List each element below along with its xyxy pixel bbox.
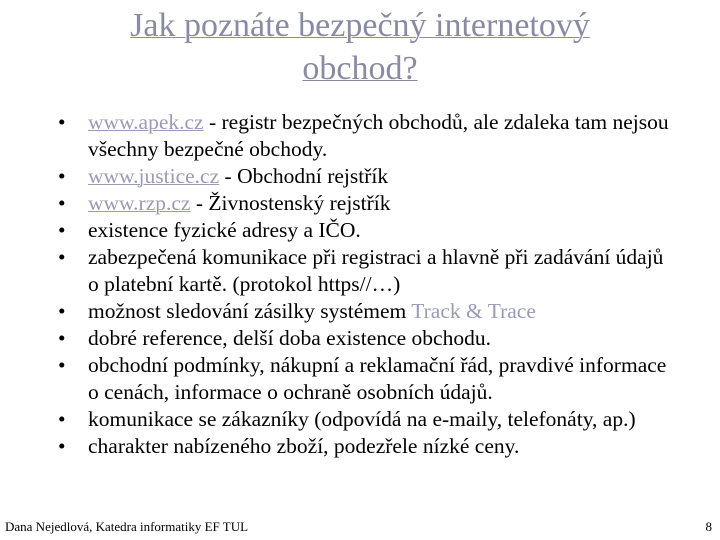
bullet-marker: •	[58, 191, 66, 215]
list-item-text: - Živnostenský rejstřík	[190, 191, 391, 215]
list-item	[58, 190, 678, 217]
list-item-text: charakter nabízeného zboží, podezřele nízké ceny.	[88, 434, 520, 458]
list-item-text: dobré reference, delší doba existence obchodu.	[88, 326, 491, 350]
list-item-text: - registr bezpečných obchodů, ale zdaleka tam nejsou všechny bezpečné obchody.	[88, 110, 669, 161]
list-item	[58, 433, 678, 460]
slide-title-line-1: Jak poznáte bezpečný internetový	[130, 7, 590, 44]
list-item	[58, 217, 678, 244]
justice-link[interactable]: www.justice.cz	[88, 164, 220, 188]
bullet-marker: •	[58, 407, 66, 431]
bullet-marker: •	[58, 434, 66, 458]
list-item	[58, 109, 678, 163]
slide-footer: Dana Nejedlová, Katedra informatiky EF TUL	[5, 519, 249, 534]
track-and-trace-text: Track & Trace	[411, 299, 536, 323]
list-item	[58, 406, 678, 433]
rzp-link[interactable]: www.rzp.cz	[88, 191, 191, 215]
list-item	[58, 352, 678, 406]
slide-title-line-2: obchod?	[302, 50, 418, 87]
bullet-marker: •	[58, 164, 66, 188]
bullet-marker: •	[58, 110, 66, 134]
bullet-marker: •	[58, 218, 66, 242]
list-item-text: - Obchodní rejstřík	[219, 164, 389, 188]
list-item	[58, 163, 678, 190]
slide-title	[60, 4, 660, 90]
list-item	[58, 298, 678, 325]
list-item-text: obchodní podmínky, nákupní a reklamační řád, pravdivé informace o cenách, informace o ochraně osobních údajů.	[88, 353, 667, 404]
page-number: 8	[705, 519, 712, 534]
bullet-marker: •	[58, 299, 66, 323]
bullet-marker: •	[58, 353, 66, 377]
list-item-text: komunikace se zákazníky (odpovídá na e-maily, telefonáty, ap.)	[88, 407, 636, 431]
list-item	[58, 244, 678, 298]
apek-link[interactable]: www.apek.cz	[88, 110, 204, 134]
list-item-text: zabezpečená komunikace při registraci a hlavně při zadávání údajů o platební kartě. (protokol https//…)	[88, 245, 664, 296]
list-item	[58, 325, 678, 352]
bullet-marker: •	[58, 326, 66, 350]
bullet-list	[58, 109, 678, 460]
bullet-marker: •	[58, 245, 66, 269]
list-item-text: existence fyzické adresy a IČO.	[88, 218, 361, 242]
list-item-text: možnost sledování zásilky systémem	[88, 299, 412, 323]
